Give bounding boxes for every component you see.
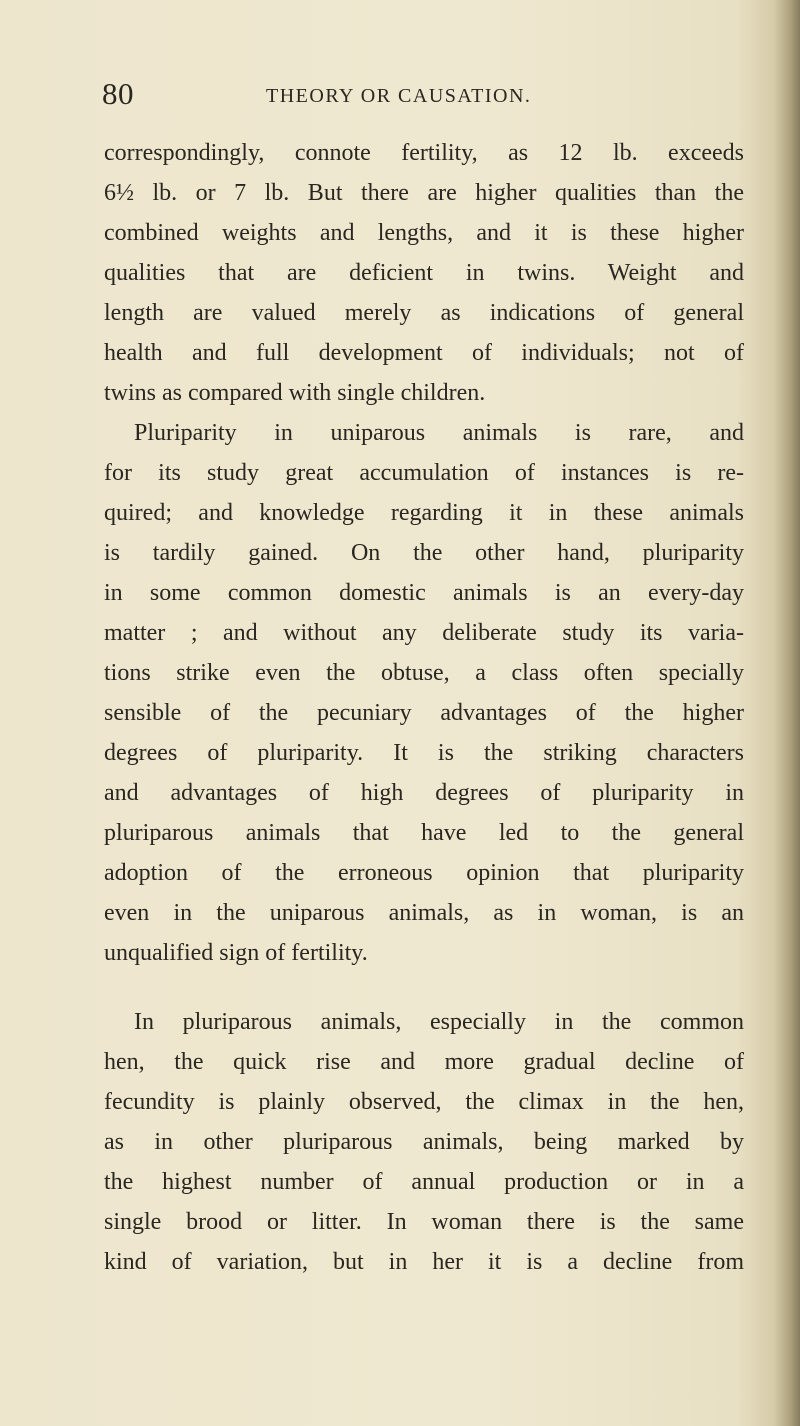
text-line: correspondingly, connote fertility, as 12 lb. exceeds bbox=[104, 140, 744, 166]
text-line: degrees of pluriparity. It is the striking characters bbox=[104, 740, 744, 766]
text-line: quired; and knowledge regarding it in these animals bbox=[104, 500, 744, 526]
text-line: tions strike even the obtuse, a class often specially bbox=[104, 660, 744, 686]
text-line: sensible of the pecuniary advantages of the higher bbox=[104, 700, 744, 726]
text-line: and advantages of high degrees of pluriparity in bbox=[104, 780, 744, 806]
body-text bbox=[104, 133, 744, 1282]
page-header bbox=[102, 76, 702, 112]
text-line: matter ; and without any deliberate study its varia- bbox=[104, 620, 744, 646]
text-line: hen, the quick rise and more gradual decline of bbox=[104, 1049, 744, 1075]
text-line: length are valued merely as indications of general bbox=[104, 300, 744, 326]
text-line: In pluriparous animals, especially in the common bbox=[134, 1009, 744, 1035]
text-line: pluriparous animals that have led to the general bbox=[104, 820, 744, 846]
page-edge-shadow bbox=[774, 0, 800, 1426]
text-line: qualities that are deficient in twins. Weight and bbox=[104, 260, 744, 286]
text-line: fecundity is plainly observed, the climax in the hen, bbox=[104, 1089, 744, 1115]
page-number: 80 bbox=[102, 76, 134, 111]
text-line: is tardily gained. On the other hand, pluriparity bbox=[104, 540, 744, 566]
text-line: kind of variation, but in her it is a decline from bbox=[104, 1249, 744, 1275]
text-line: health and full development of individuals; not of bbox=[104, 340, 744, 366]
running-head: THEORY OR CAUSATION. bbox=[266, 85, 532, 107]
text-line: even in the uniparous animals, as in woman, is an bbox=[104, 900, 744, 926]
text-line: 6½ lb. or 7 lb. But there are higher qualities than the bbox=[104, 180, 744, 206]
text-line: combined weights and lengths, and it is these higher bbox=[104, 220, 744, 246]
text-line: in some common domestic animals is an every-day bbox=[104, 580, 744, 606]
paragraph-2 bbox=[104, 413, 744, 973]
text-line: as in other pluriparous animals, being marked by bbox=[104, 1129, 744, 1155]
text-line: Pluriparity in uniparous animals is rare, and bbox=[134, 420, 744, 446]
paragraph-gap bbox=[104, 973, 744, 1002]
text-line: single brood or litter. In woman there is the same bbox=[104, 1209, 744, 1235]
paragraph-3 bbox=[104, 1002, 744, 1282]
text-line: the highest number of annual production or in a bbox=[104, 1169, 744, 1195]
text-line: unqualified sign of fertility. bbox=[104, 940, 368, 966]
paragraph-1 bbox=[104, 133, 744, 413]
text-line: adoption of the erroneous opinion that pluriparity bbox=[104, 860, 744, 886]
text-line: for its study great accumulation of instances is re- bbox=[104, 460, 744, 486]
text-line: twins as compared with single children. bbox=[104, 380, 486, 406]
